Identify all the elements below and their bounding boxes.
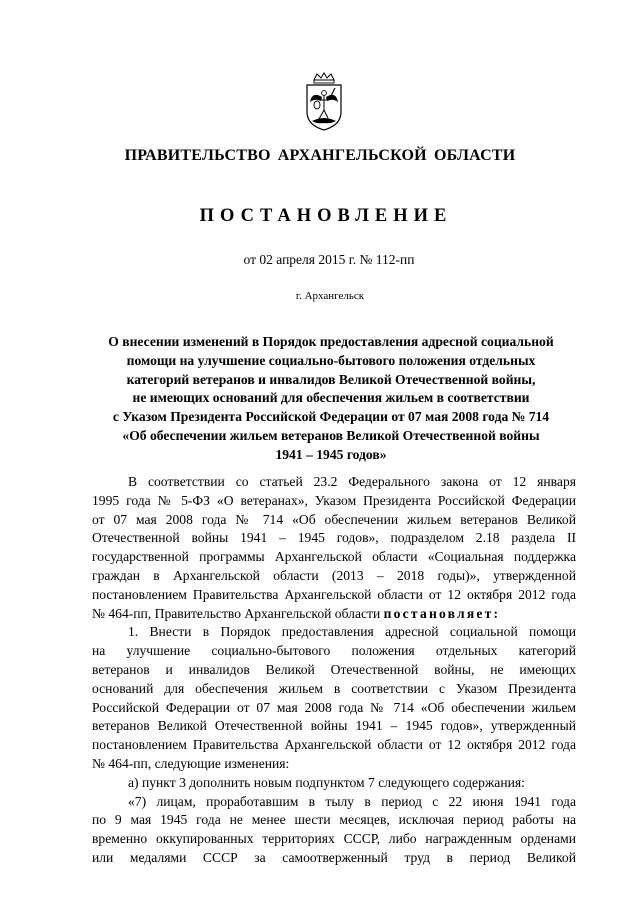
- document-subject: [86, 333, 576, 465]
- subject-line: О внесении изменений в Порядок предоставления адресной социальной: [108, 334, 554, 349]
- subject-line: помощи на улучшение социально-бытового положения отдельных: [126, 352, 536, 368]
- resolves-word: постановляет:: [383, 605, 501, 621]
- body-line: № 464-пп, следующие изменения:: [92, 755, 290, 771]
- subject-line: «Об обеспечении жильем ветеранов Великой Отечественной войны: [122, 427, 540, 443]
- body-line: Российской Федерации от 07 мая 2008 года № 714 «Об обеспечении жильем: [92, 699, 576, 715]
- body-line: 1995 года № 5-ФЗ «О ветеранах», Указом Президента Российской Федерации: [92, 492, 576, 508]
- body-line: «7) лицам, проработавшим в тылу в период с 22 июня 1941 года: [128, 793, 576, 809]
- body-line: Отечественной войны 1941 – 1945 годов», подразделом 2.18 раздела II: [92, 530, 576, 546]
- body-line: на улучшение социально-бытового положения отдельных категорий: [92, 643, 576, 659]
- body-line: государственной программы Архангельской области «Социальная поддержка: [92, 549, 576, 565]
- body-line: постановлением Правительства Архангельской области от 12 октября 2012 года: [92, 586, 576, 602]
- subject-line: категорий ветеранов и инвалидов Великой Отечественной войны,: [126, 371, 536, 387]
- body-line: постановлением Правительства Архангельской области от 12 октября 2012 года: [92, 737, 576, 753]
- document-date-number: от 02 апреля 2015 г. № 112-пп: [243, 252, 415, 267]
- body-line: 1. Внести в Порядок предоставления адресной социальной помощи: [128, 624, 576, 640]
- document-type: ПОСТАНОВЛЕНИЕ: [199, 206, 453, 226]
- government-title: ПРАВИТЕЛЬСТВО АРХАНГЕЛЬСКОЙ ОБЛАСТИ: [124, 147, 516, 164]
- document-city: г. Архангельск: [295, 290, 365, 302]
- body-line: В соответствии со статьей 23.2 Федерального закона от 12 января: [128, 474, 576, 489]
- body-line: оснований для обеспечения жильем в соответствии с Указом Президента: [92, 680, 576, 696]
- body-line: по 9 мая 1945 года не менее шести месяцев, исключая период работы на: [92, 812, 576, 828]
- body-line: ветеранов Великой Отечественной войны 1941 – 1945 годов», утвержденный: [92, 718, 576, 734]
- body-line: граждан в Архангельской области (2013 – 2018 годы)», утвержденной: [92, 567, 576, 583]
- body-line: а) пункт 3 дополнить новым подпунктом 7 следующего содержания:: [128, 774, 525, 790]
- body-line: временно оккупированных территориях СССР, либо награжденным орденами: [92, 831, 576, 847]
- body-line: от 07 мая 2008 года № 714 «Об обеспечении жильем ветеранов Великой: [92, 511, 576, 527]
- body-line-text: № 464-пп, Правительство Архангельской области: [92, 605, 384, 621]
- subject-line: не имеющих оснований для обеспечения жильем в соответствии: [132, 390, 530, 406]
- document-body: [92, 473, 576, 868]
- body-line: или медалями СССР за самоотверженный труд в период Великой: [92, 849, 576, 865]
- body-line: ветеранов и инвалидов Великой Отечественной войны, не имеющих: [92, 661, 576, 677]
- body-line: [92, 605, 576, 624]
- arkhangelsk-coat-of-arms-icon: [302, 72, 346, 132]
- subject-line: с Указом Президента Российской Федерации от 07 мая 2008 года № 714: [112, 409, 550, 425]
- subject-line: 1941 – 1945 годов»: [275, 446, 387, 462]
